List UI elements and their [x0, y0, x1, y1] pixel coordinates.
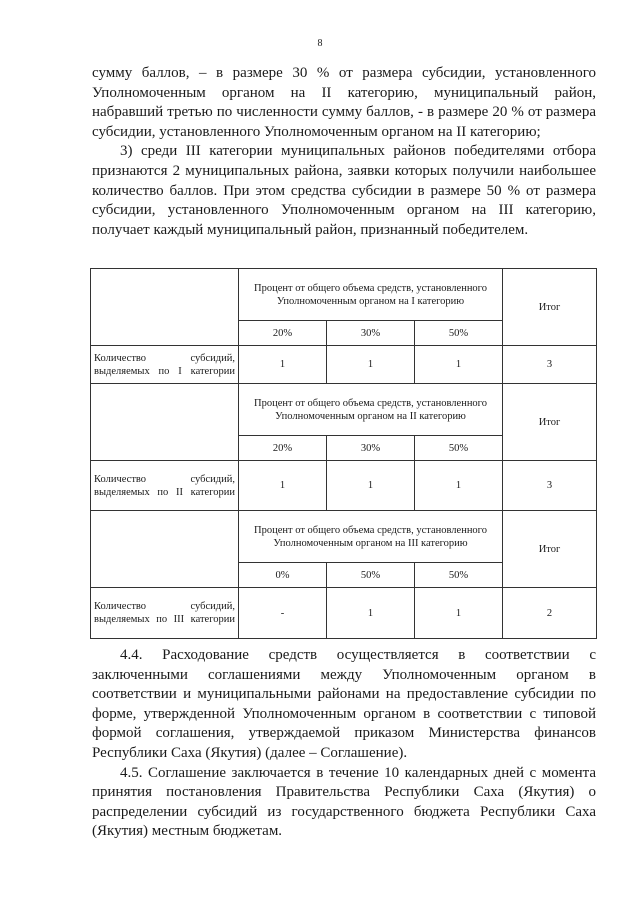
- row-label-cell: Количество субсидий, выделяемых по I категории: [91, 346, 239, 384]
- empty-corner-cell: [91, 511, 239, 588]
- value-cell: 1: [327, 346, 415, 384]
- percent-cell: 50%: [327, 563, 415, 588]
- percent-cell: 20%: [239, 321, 327, 346]
- top-text-block: [92, 64, 596, 240]
- total-value-cell: 2: [503, 588, 597, 639]
- value-cell: 1: [239, 346, 327, 384]
- subsidy-distribution-table: [90, 268, 597, 639]
- total-value-cell: 3: [503, 346, 597, 384]
- percent-cell: 50%: [415, 321, 503, 346]
- page-number: 8: [317, 38, 323, 49]
- percent-cell: 30%: [327, 436, 415, 461]
- percent-header-cell: Процент от общего объема средств, установленного Уполномоченным органом на I категорию: [239, 269, 503, 321]
- total-header-cell: Итог: [503, 511, 597, 588]
- value-cell: 1: [327, 588, 415, 639]
- total-header-cell: Итог: [503, 269, 597, 346]
- table-header-row: [91, 511, 597, 563]
- paragraph-4-4: 4.4. Расходование средств осуществляется в соответствии с заключенными соглашениями между Уполномоченным органом в соответствии и муниципальными районами на предоставление субсидии по форме, утвержденной Уполномоченным органом в соответствии с типовой формой соглашения, утверждаемой приказом Министерства финансов Республики Саха (Якутия) (далее – Соглашение).: [92, 647, 596, 761]
- empty-corner-cell: [91, 269, 239, 346]
- table-header-row: [91, 269, 597, 321]
- row-label-cell: Количество субсидий, выделяемых по III категории: [91, 588, 239, 639]
- paragraph-4-5: 4.5. Соглашение заключается в течение 10 календарных дней с момента принятия постановления Правительства Республики Саха (Якутия) о распределении субсидий из государственного бюджета Республики Саха (Якутия) местным бюджетам.: [92, 764, 596, 840]
- total-header-cell: Итог: [503, 384, 597, 461]
- bottom-text-block: [92, 646, 596, 842]
- value-cell: 1: [327, 461, 415, 511]
- empty-corner-cell: [91, 384, 239, 461]
- value-cell: -: [239, 588, 327, 639]
- percent-cell: 50%: [415, 563, 503, 588]
- percent-header-cell: Процент от общего объема средств, установленного Уполномоченным органом на II категорию: [239, 384, 503, 436]
- value-cell: 1: [239, 461, 327, 511]
- percent-cell: 0%: [239, 563, 327, 588]
- count-row: [91, 346, 597, 384]
- table-header-row: [91, 384, 597, 436]
- percent-header-cell: Процент от общего объема средств, установленного Уполномоченным органом на III категорию: [239, 511, 503, 563]
- value-cell: 1: [415, 588, 503, 639]
- percent-cell: 30%: [327, 321, 415, 346]
- row-label-cell: Количество субсидий, выделяемых по II категории: [91, 461, 239, 511]
- count-row: [91, 461, 597, 511]
- count-row: [91, 588, 597, 639]
- percent-cell: 50%: [415, 436, 503, 461]
- percent-cell: 20%: [239, 436, 327, 461]
- value-cell: 1: [415, 461, 503, 511]
- total-value-cell: 3: [503, 461, 597, 511]
- value-cell: 1: [415, 346, 503, 384]
- paragraph-category-3: 3) среди III категории муниципальных районов победителями отбора признаются 2 муниципальных района, заявки которых получили наибольшее количество баллов. При этом средства субсидии в размере 50 % от размера субсидии, установленного Уполномоченным органом на III категорию, получает каждый муниципальный район, признанный победителем.: [92, 143, 596, 238]
- paragraph-continuation: сумму баллов, – в размере 30 % от размера субсидии, установленного Уполномоченным органом на II категорию, муниципальный район, набравший третью по численности сумму баллов, - в размере 20 % от размера субсидии, установленного Уполномоченным органом на II категорию;: [92, 65, 596, 140]
